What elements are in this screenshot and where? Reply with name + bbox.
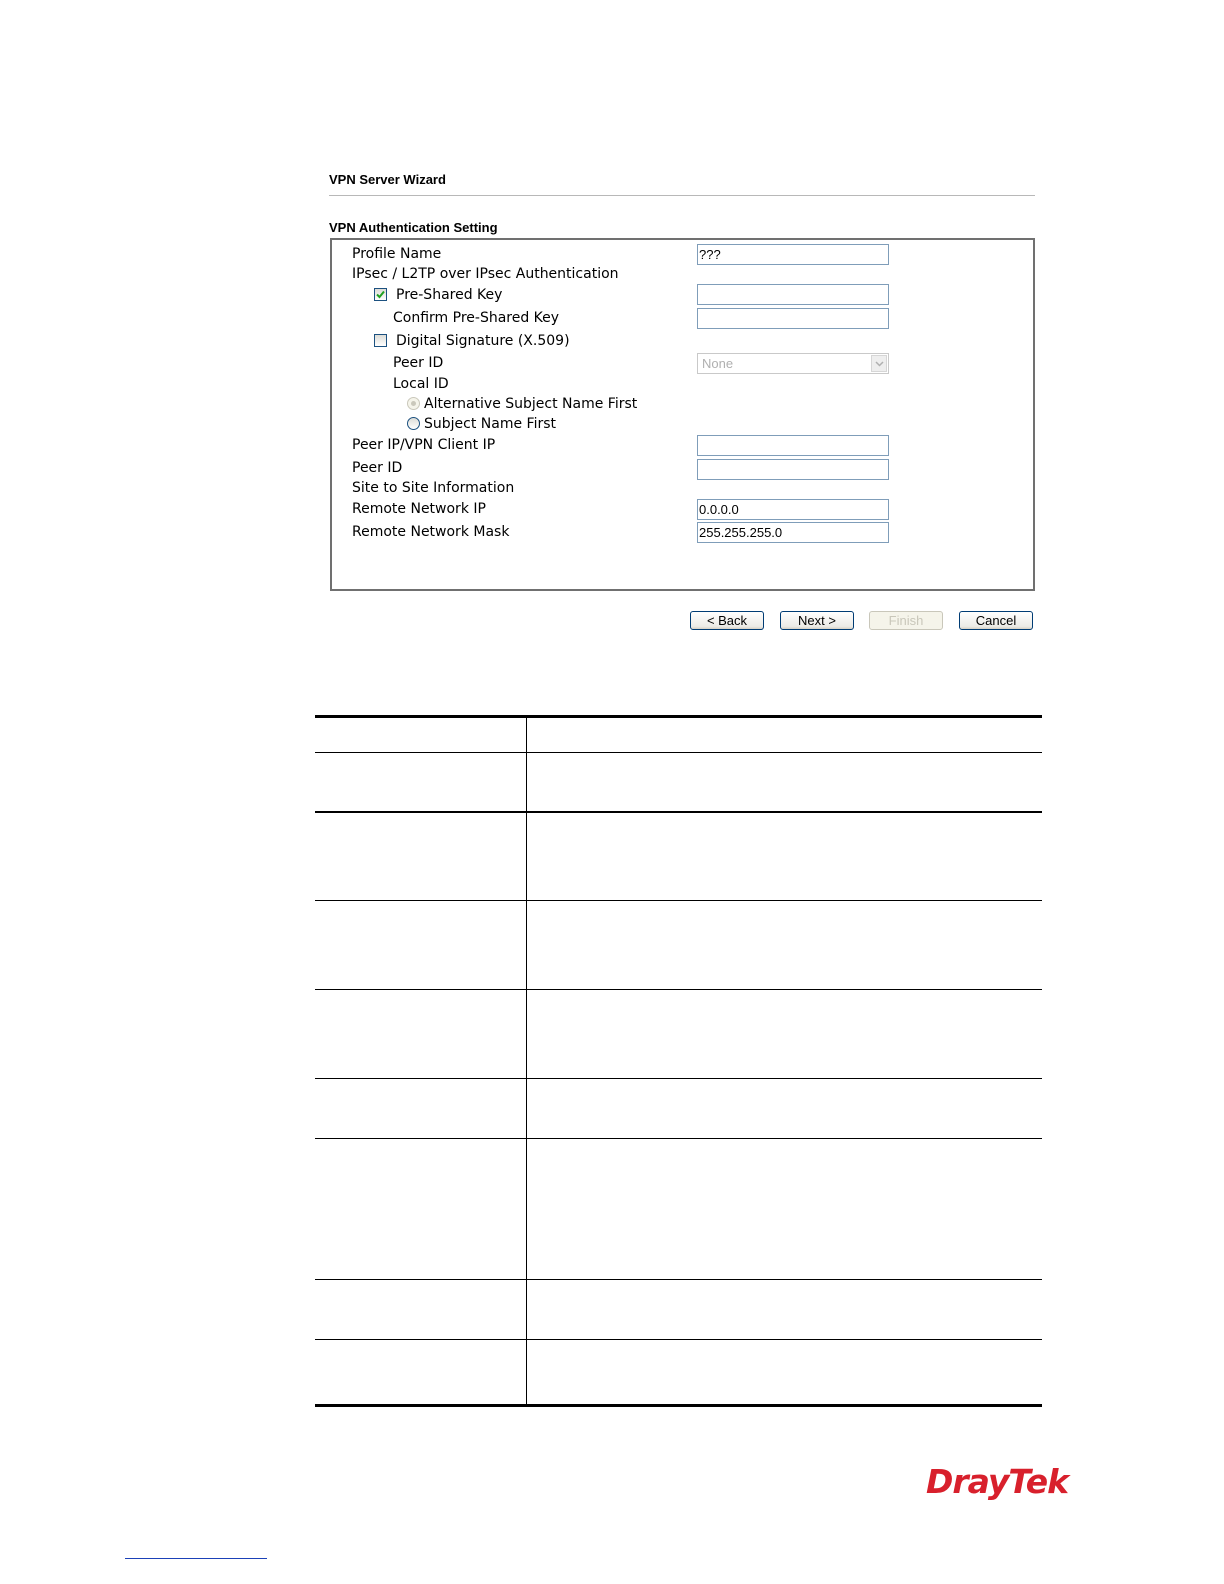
table-row-divider [315, 811, 1042, 813]
peer-id-select[interactable] [697, 353, 889, 374]
peer-id-label: Peer ID [352, 460, 403, 476]
profile-name-input[interactable]: ??? [697, 244, 889, 265]
draytek-logo: DrayTek [926, 1462, 1069, 1501]
radio-selected-dot [411, 401, 416, 406]
table-row-divider [315, 752, 1042, 753]
confirm-psk-input[interactable] [697, 308, 889, 329]
back-button[interactable]: < Back [690, 611, 764, 630]
pre-shared-key-input[interactable] [697, 284, 889, 305]
digital-signature-label: Digital Signature (X.509) [396, 333, 570, 349]
digital-signature-checkbox[interactable] [374, 334, 387, 347]
table-row-divider [315, 989, 1042, 990]
local-id-label: Local ID [393, 376, 449, 392]
title-divider [329, 195, 1035, 196]
site-info-label: Site to Site Information [352, 480, 515, 496]
pre-shared-key-label: Pre-Shared Key [396, 287, 503, 303]
table-row-divider [315, 1138, 1042, 1139]
remote-network-mask-label: Remote Network Mask [352, 524, 510, 540]
subject-name-radio[interactable] [407, 417, 420, 430]
confirm-psk-label: Confirm Pre-Shared Key [393, 310, 560, 326]
peer-id-select-value: None [702, 356, 734, 371]
remote-network-ip-input[interactable]: 0.0.0.0 [697, 499, 889, 520]
pre-shared-key-checkbox[interactable] [374, 288, 387, 301]
alt-subject-radio[interactable] [407, 397, 420, 410]
section-title: VPN Authentication Setting [329, 220, 498, 235]
wizard-title: VPN Server Wizard [329, 172, 446, 187]
table-row-divider [315, 900, 1042, 901]
table-row-divider [315, 1339, 1042, 1340]
peer-id-select-label: Peer ID [393, 355, 444, 371]
table-row-divider [315, 1078, 1042, 1079]
peer-ip-input[interactable] [697, 435, 889, 456]
peer-id-input[interactable] [697, 459, 889, 480]
table-bottom-border [315, 1404, 1042, 1407]
finish-button[interactable]: Finish [869, 611, 943, 630]
remote-network-ip-label: Remote Network IP [352, 501, 486, 517]
alt-subject-label: Alternative Subject Name First [424, 396, 638, 412]
ipsec-auth-label: IPsec / L2TP over IPsec Authentication [352, 266, 619, 282]
cancel-button[interactable]: Cancel [959, 611, 1033, 630]
profile-name-label: Profile Name [352, 246, 442, 262]
footer-link-underline [125, 1558, 267, 1559]
checkmark-icon [375, 289, 386, 300]
peer-ip-label: Peer IP/VPN Client IP [352, 437, 496, 453]
table-top-border [315, 715, 1042, 718]
table-column-divider [526, 716, 527, 1407]
next-button[interactable]: Next > [780, 611, 854, 630]
subject-name-label: Subject Name First [424, 416, 557, 432]
chevron-down-icon [871, 355, 887, 372]
remote-network-mask-input[interactable]: 255.255.255.0 [697, 522, 889, 543]
table-row-divider [315, 1279, 1042, 1280]
